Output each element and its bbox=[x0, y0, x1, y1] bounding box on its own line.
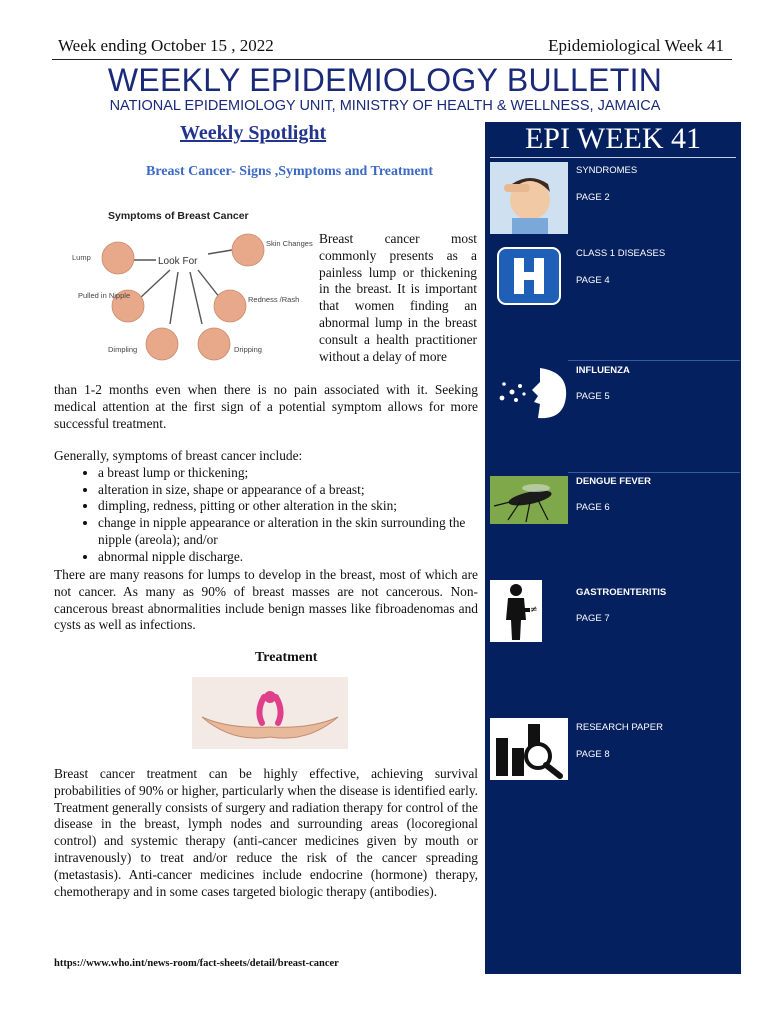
dimpling-illustration bbox=[146, 328, 178, 360]
diagram-label-pulled: Pulled in Nipple bbox=[78, 291, 131, 300]
symptom-item: • a breast lump or thickening; bbox=[98, 465, 478, 482]
lump-illustration bbox=[102, 242, 134, 274]
mosquito-icon bbox=[490, 476, 568, 524]
section-label-gastro[interactable]: GASTROENTERITIS bbox=[576, 587, 667, 598]
source-link[interactable]: https://www.who.int/news-room/fact-sheets/detail/breast-cancer bbox=[54, 958, 339, 969]
skin-changes-illustration bbox=[232, 234, 264, 266]
symptom-list-intro: Generally, symptoms of breast cancer include: bbox=[54, 448, 303, 463]
section-label-syndromes[interactable]: SYNDROMES bbox=[576, 165, 638, 176]
stomach-pain-icon bbox=[490, 580, 568, 642]
svg-text:≠: ≠ bbox=[530, 605, 538, 615]
diagram-label-dripping: Dripping bbox=[234, 345, 262, 354]
hospital-icon bbox=[490, 244, 568, 306]
diagram-label-lump: Lump bbox=[72, 253, 91, 262]
symptom-diagram bbox=[70, 206, 313, 366]
diagram-label-redness: Redness /Rash bbox=[248, 295, 300, 304]
sick-child-icon bbox=[490, 162, 568, 234]
treatment-paragraph: Breast cancer treatment can be highly effective, achieving survival probabilities of 90% or higher, particularly when the disease is identified early. Treatment generally consists of surgery and radiation therapy for control of the disease in the breast, lymph nodes and surrounding areas (locoregional control) and systemic therapy (anti-cancer medicines given by mouth or intravenously) to treat and/or reduce the risk of the cancer spreading (metastasis). Anti-cancer medicines include endocrine (hormone) therapy, chemotherapy and in some cases targeted biologic therapy (antibodies). bbox=[54, 766, 478, 899]
diagram-title: Symptoms of Breast Cancer bbox=[108, 210, 249, 222]
section-page-research[interactable]: PAGE 8 bbox=[576, 749, 610, 760]
lumps-paragraph: There are many reasons for lumps to develop in the breast, most of which are not cancer. As many as 90% of breast masses are not cancerous. Non-cancerous breast abnormalities include benign masses like fibroadenomas and cysts as well as infections. bbox=[54, 567, 478, 633]
symptom-list bbox=[54, 448, 478, 566]
section-label-class1[interactable]: CLASS 1 DISEASES bbox=[576, 248, 666, 259]
section-label-dengue[interactable]: DENGUE FEVER bbox=[576, 476, 651, 487]
sidebar-rule bbox=[490, 157, 736, 158]
epi-week-label: Epidemiological Week 41 bbox=[548, 36, 724, 55]
symptom-item: • dimpling, redness, pitting or other alteration in the skin; bbox=[98, 498, 478, 515]
sidebar-title: EPI WEEK 41 bbox=[524, 122, 702, 155]
section-label-influenza[interactable]: INFLUENZA bbox=[576, 365, 630, 376]
intro-paragraph-column: Breast cancer most commonly presents as a painless lump or thickening in the breast. It is important that women finding an abnormal lump in the breast consult a health practitioner without a delay of more bbox=[319, 231, 477, 364]
symptom-item: • change in nipple appearance or alteration in the skin surrounding the nipple (areola); and/or bbox=[98, 515, 478, 549]
week-ending: Week ending October 15 , 2022 bbox=[58, 36, 274, 55]
diagram-label-skin: Skin Changes bbox=[266, 239, 313, 248]
hands-ribbon-image bbox=[192, 677, 348, 749]
article-heading: Breast Cancer- Signs ,Symptoms and Treatment bbox=[146, 164, 433, 179]
section-page-syndromes[interactable]: PAGE 2 bbox=[576, 192, 610, 203]
section-label-research[interactable]: RESEARCH PAPER bbox=[576, 722, 663, 733]
spotlight-title: Weekly Spotlight bbox=[180, 122, 327, 144]
research-chart-icon bbox=[490, 718, 568, 780]
section-separator bbox=[568, 360, 740, 361]
redness-illustration bbox=[214, 290, 246, 322]
section-separator bbox=[568, 472, 740, 473]
section-page-dengue[interactable]: PAGE 6 bbox=[576, 502, 610, 513]
header-rule bbox=[52, 59, 732, 60]
symptom-item: • abnormal nipple discharge. bbox=[98, 549, 478, 566]
intro-paragraph-continued: than 1-2 months even when there is no pain associated with it. Seeking medical attention at the first sign of a potential symptom allows for more successful treatment. bbox=[54, 382, 478, 431]
section-page-gastro[interactable]: PAGE 7 bbox=[576, 613, 610, 624]
section-page-class1[interactable]: PAGE 4 bbox=[576, 275, 610, 286]
treatment-heading: Treatment bbox=[255, 650, 318, 665]
bulletin-subtitle: NATIONAL EPIDEMIOLOGY UNIT, MINISTRY OF HEALTH & WELLNESS, JAMAICA bbox=[109, 98, 661, 114]
symptom-item: • alteration in size, shape or appearance of a breast; bbox=[98, 482, 478, 499]
section-page-influenza[interactable]: PAGE 5 bbox=[576, 391, 610, 402]
bulletin-title: WEEKLY EPIDEMIOLOGY BULLETIN bbox=[107, 62, 663, 98]
diagram-center-label: Look For bbox=[158, 256, 198, 267]
diagram-label-dimpling: Dimpling bbox=[108, 345, 138, 354]
dripping-illustration bbox=[198, 328, 230, 360]
sneeze-icon bbox=[490, 362, 568, 424]
